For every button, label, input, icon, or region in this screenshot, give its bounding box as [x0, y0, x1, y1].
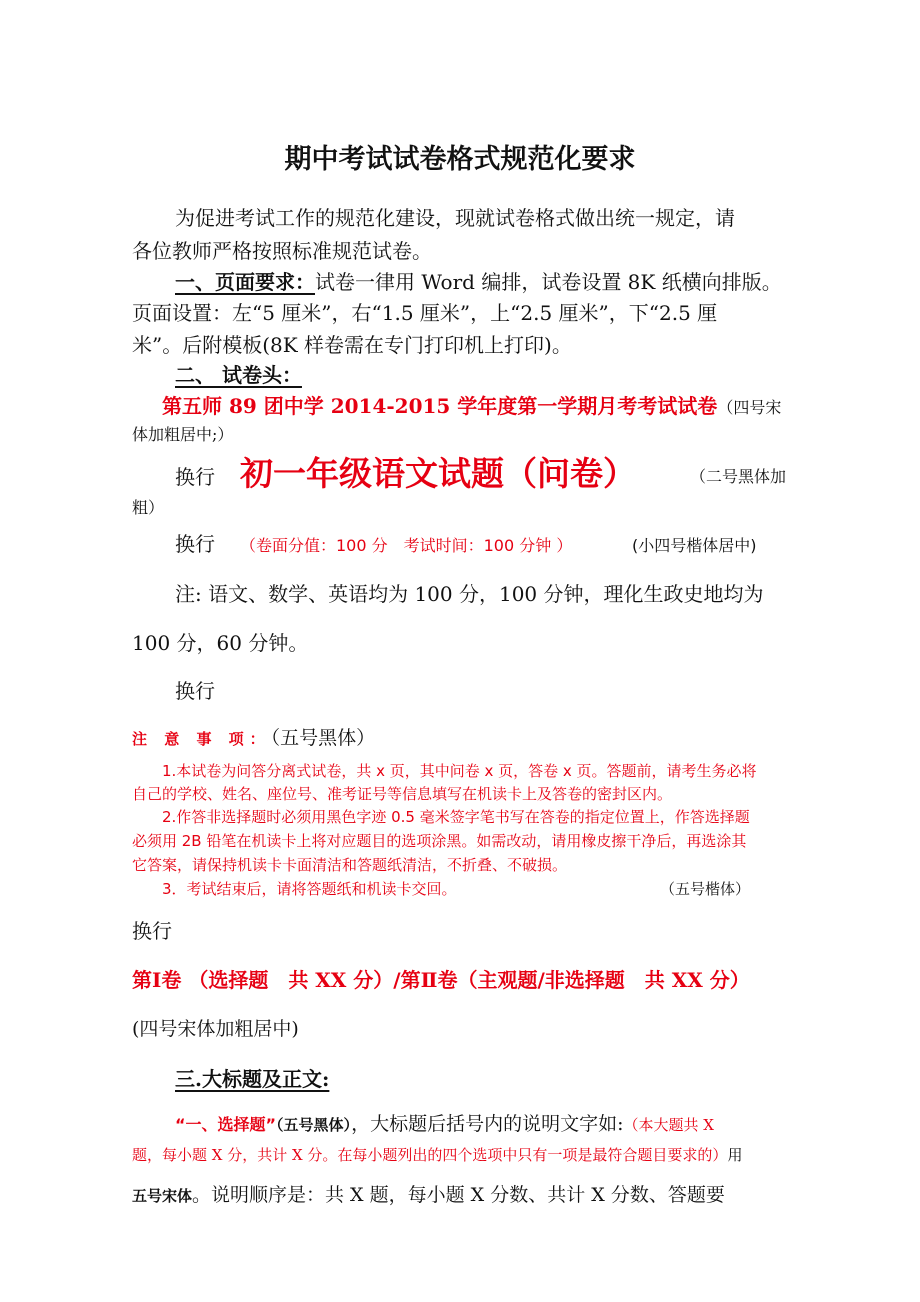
order-explanation: 。说明顺序是：共 X 题，每小题 X 分数、共计 X 分数、答题要 — [192, 1184, 725, 1206]
font-spec: 五号宋体 — [132, 1187, 193, 1205]
example-description-a: （本大题共 X — [623, 1116, 714, 1134]
school-title-line — [162, 390, 781, 419]
subject-title: 初一年级语文试题（问卷） — [240, 454, 636, 493]
line-break-label-4: 换行 — [132, 919, 172, 943]
attention-item-2-a: 2.作答非选择题时必须用黑色字迹 0.5 毫米签字笔书写在答卷的指定位置上，作答选择题 — [162, 808, 750, 826]
section-3-para-line-3 — [132, 1180, 725, 1207]
score-time-note: (小四号楷体居中) — [632, 536, 757, 555]
line-break-label-2: 换行 — [175, 532, 215, 556]
example-heading-font: （五号黑体） — [276, 1116, 352, 1134]
line-break-label-1: 换行 — [175, 465, 215, 489]
volume-title-note: (四号宋体加粗居中) — [132, 1018, 299, 1040]
section-1-line-1 — [175, 266, 782, 295]
attention-item-3: 3．考试结束后，请将答题纸和机读卡交回。 — [162, 880, 457, 898]
example-description-end: 用 — [727, 1146, 743, 1164]
example-explanation: ，大标题后括号内的说明文字如: — [351, 1113, 624, 1135]
section-1-line-2: 页面设置：左“5 厘米”，右“1.5 厘米”，上“2.5 厘米”，下“2.5 厘 — [132, 301, 718, 325]
score-time-line: （卷面分值：100 分 考试时间：100 分钟 ） — [240, 536, 573, 555]
line-break-label-3: 换行 — [175, 679, 215, 703]
section-2-heading: 二、 试卷头： — [175, 363, 302, 387]
attention-item-3-font-note: （五号楷体） — [660, 880, 751, 898]
attention-label: 注 意 事 项： — [132, 730, 271, 748]
attention-item-1-b: 自己的学校、姓名、座位号、准考证号等信息填写在机读卡上及答卷的密封区内。 — [132, 785, 673, 803]
attention-item-2-c: 它答案，请保持机读卡卡面清洁和答题纸清洁，不折叠、不破损。 — [132, 856, 568, 874]
attention-item-2-b: 必须用 2B 铅笔在机读卡上将对应题目的选项涂黑。如需改动，请用橡皮擦干净后，再选涂其 — [132, 832, 747, 850]
school-title-note-cont: 体加粗居中;） — [132, 425, 234, 444]
volume-title: 第Ⅰ卷 （选择题 共 XX 分）/第Ⅱ卷（主观题/非选择题 共 XX 分） — [132, 968, 750, 992]
section-1-heading: 一、页面要求： — [175, 270, 315, 294]
page-title: 期中考试试卷格式规范化要求 — [284, 144, 636, 175]
section-1-text: 试卷一律用 Word 编排，试卷设置 8K 纸横向排版。 — [315, 270, 782, 294]
school-title-note: （四号宋 — [717, 398, 782, 417]
subject-title-note: （二号黑体加 — [690, 467, 787, 486]
note-line-1: 注: 语文、数学、英语均为 100 分，100 分钟，理化生政史地均为 — [175, 582, 764, 606]
example-description-b: 题，每小题 X 分，共计 X 分。在每小题列出的四个选项中只有一项是最符合题目要求的） — [132, 1146, 728, 1164]
school-title: 第五师 89 团中学 2014-2015 学年度第一学期月考考试试卷 — [162, 394, 718, 418]
example-heading: “一、选择题” — [175, 1115, 277, 1134]
intro-line-2: 各位教师严格按照标准规范试卷。 — [132, 239, 432, 263]
intro-line-1: 为促进考试工作的规范化建设，现就试卷格式做出统一规定，请 — [175, 206, 735, 230]
section-3-heading: 三.大标题及正文: — [175, 1067, 330, 1091]
section-1-line-3: 米”。后附模板(8K 样卷需在专门打印机上打印)。 — [132, 333, 572, 357]
section-3-para-line-2 — [132, 1144, 742, 1165]
note-line-2: 100 分，60 分钟。 — [132, 631, 309, 655]
attention-item-1-a: 1.本试卷为问答分离式试卷，共 x 页，其中问卷 x 页，答卷 x 页。答题前，请考生务必将 — [162, 762, 757, 780]
subject-title-note-cont: 粗） — [132, 498, 165, 517]
attention-font-note: （五号黑体） — [270, 727, 376, 749]
section-3-para-line-1 — [175, 1109, 714, 1136]
attention-heading-line — [132, 723, 375, 750]
